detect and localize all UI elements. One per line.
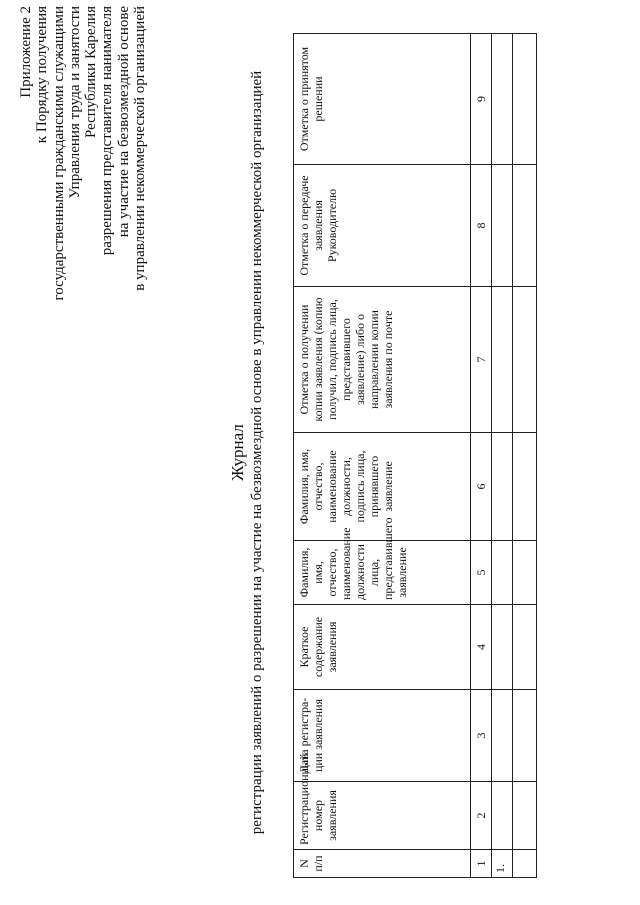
- column-number: 7: [471, 287, 492, 433]
- table-cell: [492, 541, 513, 605]
- column-number-row: [471, 34, 492, 878]
- table-cell: [513, 690, 537, 782]
- table-cell: [513, 850, 537, 878]
- table-cell: [492, 433, 513, 541]
- column-number: 8: [471, 165, 492, 287]
- header-cell-copy-receipt: Отметка о получении копии заявления (копию получил, подпись лица, представившего заявление) либо о направлении копии заявления по почте: [294, 287, 471, 433]
- journal-subtitle: регистрации заявлений о разрешении на участие на безвозмездной основе в управлении некоммерческой организацией: [249, 70, 265, 835]
- appendix-line: в управлении некоммерческой организацией: [132, 6, 149, 291]
- header-cell-n: N п/п: [294, 850, 471, 878]
- column-number: 1: [471, 850, 492, 878]
- column-number: 2: [471, 782, 492, 850]
- header-cell-decision: Отметка о принятом решении: [294, 34, 471, 165]
- header-cell-reg-number: Регистрационный номер заявления: [294, 782, 471, 850]
- appendix-line: к Порядку получения: [34, 6, 51, 144]
- appendix-line: на участие на безвозмездной основе: [115, 6, 132, 238]
- row-number: 1.: [492, 850, 513, 878]
- table-cell: [492, 605, 513, 690]
- journal-title: Журнал: [228, 424, 247, 481]
- column-number: 4: [471, 605, 492, 690]
- table-cell: [492, 165, 513, 287]
- column-number: 5: [471, 541, 492, 605]
- appendix-line: Приложение 2: [18, 6, 34, 98]
- table-cell: [513, 34, 537, 165]
- appendix-line: Управления труда и занятости: [66, 6, 83, 199]
- header-cell-receiver: Фамилия, имя, отчество, наименование должности, подпись лица, принявшего заявление: [294, 433, 471, 541]
- table-row: [492, 34, 513, 878]
- appendix-line: государственными гражданскими служащими: [50, 6, 67, 301]
- header-row: [294, 34, 471, 878]
- table-cell: [513, 541, 537, 605]
- header-cell-submitter: Фамилия, имя, отчество, наименование должности лица, представившего заявление: [294, 541, 471, 605]
- table-row: [513, 34, 537, 878]
- journal-table: [293, 33, 537, 878]
- table-cell: [513, 605, 537, 690]
- appendix-line: разрешения представителя нанимателя: [99, 6, 116, 256]
- table-cell: [492, 782, 513, 850]
- table-cell: [513, 782, 537, 850]
- table-cell: [513, 165, 537, 287]
- header-cell-reg-date: Дата регистра- ции заявления: [294, 690, 471, 782]
- header-cell-summary: Краткое содержание заявления: [294, 605, 471, 690]
- column-number: 6: [471, 433, 492, 541]
- table-cell: [492, 690, 513, 782]
- journal-heading: [228, 0, 266, 905]
- table-cell: [492, 34, 513, 165]
- table-cell: [513, 433, 537, 541]
- appendix-line: Республики Карелия: [83, 6, 100, 139]
- column-number: 9: [471, 34, 492, 165]
- header-cell-transfer: Отметка о передаче заявления Руководителю: [294, 165, 471, 287]
- table-cell: [492, 287, 513, 433]
- appendix-block: [18, 6, 148, 301]
- column-number: 3: [471, 690, 492, 782]
- table-cell: [513, 287, 537, 433]
